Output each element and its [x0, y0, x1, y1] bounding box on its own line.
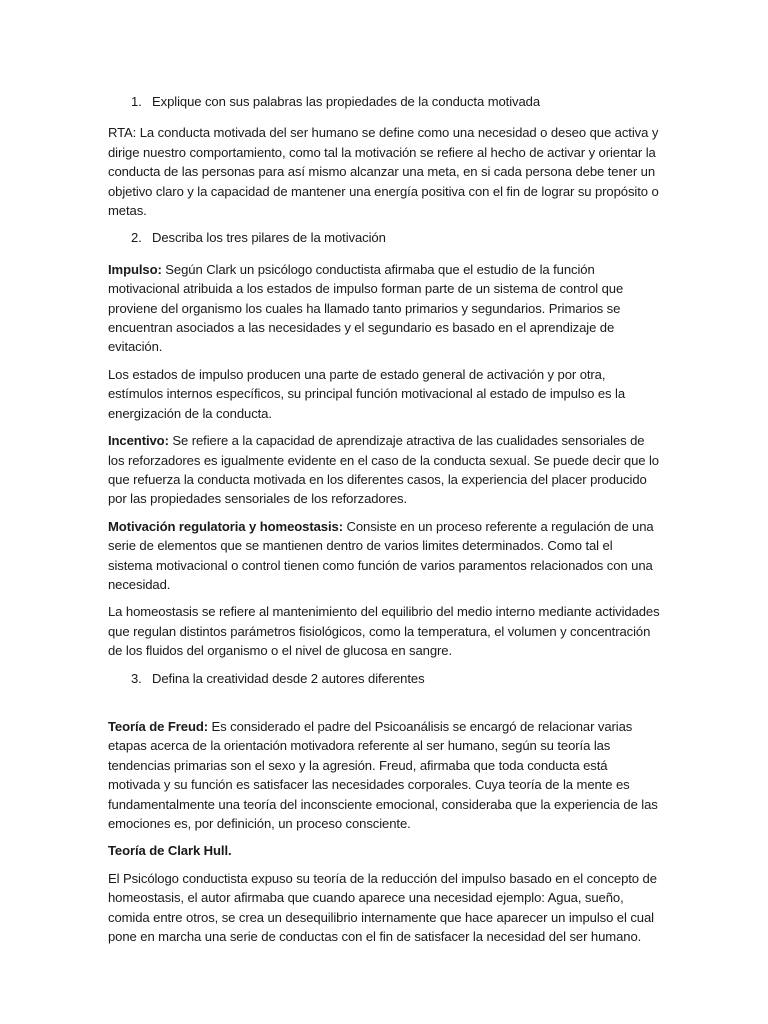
paragraph-freud — [108, 717, 660, 833]
term-label: Incentivo: — [108, 433, 169, 449]
spacer — [108, 700, 660, 717]
question-number: 1. — [131, 94, 142, 109]
paragraph-text: Es considerado el padre del Psicoanálisis se encargó de relacionar varias etapas acerca de la orientación motivadora referente al ser humano, según su teoría las tendencias primarias son el sexo y la agresión. Freud, afirmaba que toda conducta está motivada y su función es satisfacer las necesidades corporales. Cuya teoría de la mente es fundamentalmente una teoría del inconsciente emocional, consideraba que la experiencia de las emociones es, por definición, un proceso consciente. — [108, 718, 658, 831]
question-number: 3. — [131, 670, 142, 686]
question-1 — [108, 92, 660, 111]
question-text: Describa los tres pilares de la motivación — [152, 230, 386, 246]
term-label: Teoría de Freud: — [108, 718, 209, 734]
question-text: Defina la creatividad desde 2 autores diferentes — [152, 670, 425, 686]
question-number: 2. — [131, 230, 142, 246]
paragraph-homeostasis: La homeostasis se refiere al mantenimiento del equilibrio del medio interno mediante actividades que regulan distintos parámetros fisiológicos, como la temperatura, el volumen y concentración de los fluidos del organismo o el nivel de glucosa en sangre. — [108, 604, 660, 659]
term-label: Impulso: — [108, 261, 162, 277]
paragraph-estados: Los estados de impulso producen una parte de estado general de activación y por otra, estímulos internos específicos, su principal función motivacional al estado de impulso es la energización de la conducta. — [108, 366, 626, 421]
term-label: Motivación regulatoria y homeostasis: — [108, 518, 343, 534]
paragraph-hull: El Psicólogo conductista expuso su teoría de la reducción del impulso basado en el concepto de homeostasis, el autor afirmaba que cuando aparece una necesidad ejemplo: Agua, sueño, comida entre otros, se crea un desequilibrio internamente que hace aparecer un impulso el cual pone en marcha una serie de conductas con el fin de satisfacer la necesidad del ser humano. — [108, 870, 657, 945]
paragraph-text: Consiste en un proceso referente a regulación de una serie de elementos que se mantienen dentro de varios limites determinados. Como tal el sistema motivacional o control tienen como función de varios paramentos relacionados con una necesidad. — [108, 518, 654, 592]
paragraph-text: Según Clark un psicólogo conductista afirmaba que el estudio de la función motivacional atribuida a los estados de impulso forman parte de un sistema de control que proviene del organismo los cuales ha llamado tanto primarios y segundarios. Primarios se encuentran asociados a las necesidades y el segundario es basado en el aprendizaje de evitación. — [108, 261, 624, 355]
question-2 — [108, 228, 660, 247]
paragraph-regulatoria — [108, 517, 660, 595]
paragraph-text: Se refiere a la capacidad de aprendizaje atractiva de las cualidades sensoriales de los reforzadores es igualmente evidente en el caso de la conducta sexual. Se puede decir que lo que refuerza la conducta motivada en los diferentes casos, la experiencia del placer producido por las propiedades sensoriales de los reforzadores. — [108, 433, 659, 507]
question-text: Explique con sus palabras las propiedades de la conducta motivada — [152, 94, 541, 109]
question-3 — [108, 669, 660, 688]
heading-clark-hull: Teoría de Clark Hull. — [108, 843, 232, 859]
paragraph-impulso — [108, 260, 660, 357]
paragraph-incentivo — [108, 431, 660, 509]
answer-rta: RTA: La conducta motivada del ser humano se define como una necesidad o deseo que activa y dirige nuestro comportamiento, como tal la motivación se refiere al hecho de activar y orientar la conducta de las personas para así mismo alcanzar una meta, en si cada persona debe tener un objetivo claro y la capacidad de mantener una energía positiva con el fin de lograr su propósito o metas. — [108, 125, 659, 219]
